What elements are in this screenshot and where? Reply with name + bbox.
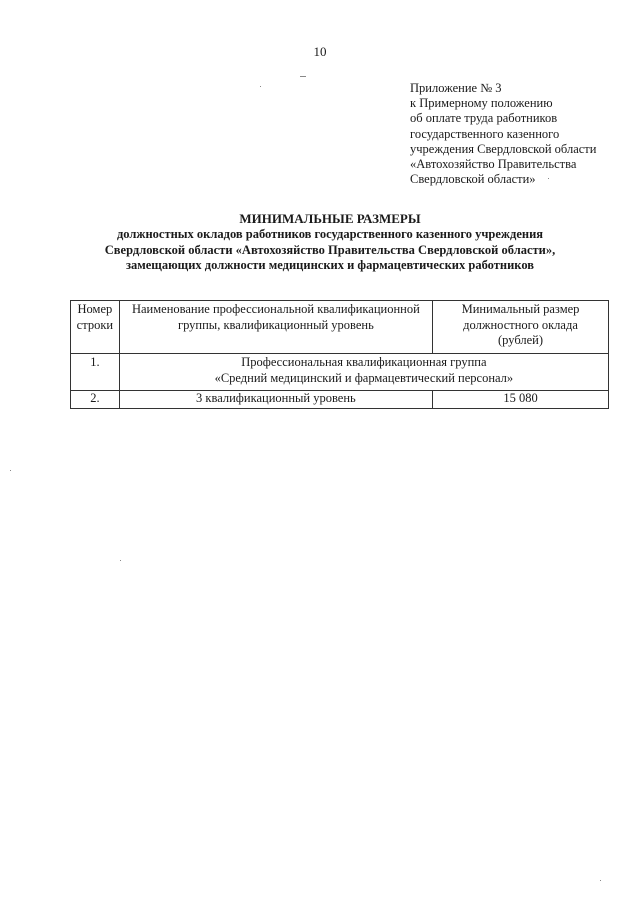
title-subtitle-line: должностных окладов работников государственного казенного учреждения xyxy=(116,227,544,241)
title-subtitle-line: Свердловской области «Автохозяйство Правительства Свердловской области», xyxy=(104,242,556,257)
scan-speck xyxy=(600,880,601,881)
document-title xyxy=(60,211,600,274)
salary-table xyxy=(70,300,609,409)
page-number: 10 xyxy=(313,44,327,59)
group-name-line: Профессиональная квалификационная группа xyxy=(241,355,487,369)
scan-speck xyxy=(120,560,121,561)
header-min-salary-line: Минимальный размер xyxy=(461,302,580,316)
appendix-line: об оплате труда работников xyxy=(410,111,558,126)
header-number xyxy=(71,301,120,354)
title-main: МИНИМАЛЬНЫЕ РАЗМЕРЫ xyxy=(239,211,421,226)
appendix-line: государственного казенного xyxy=(410,126,560,141)
scan-speck xyxy=(260,86,261,87)
title-subtitle-line: замещающих должности медицинских и фармацевтических работников xyxy=(125,258,535,272)
header-min-salary-line: должностного оклада xyxy=(463,317,578,332)
header-number-line: Номер xyxy=(77,302,113,316)
appendix-line: Свердловской области» xyxy=(410,172,536,187)
appendix-line: к Примерному положению xyxy=(410,96,553,111)
row-number: 2. xyxy=(71,391,120,409)
header-number-line: строки xyxy=(76,317,114,332)
header-min-salary xyxy=(433,301,609,354)
table-row xyxy=(71,391,609,409)
row-group-name xyxy=(119,354,608,391)
appendix-line: Приложение № 3 xyxy=(410,81,502,95)
group-name-line: «Средний медицинский и фармацевтический персонал» xyxy=(214,370,514,385)
scan-speck xyxy=(10,470,11,471)
table-row xyxy=(71,354,609,391)
scan-speck xyxy=(548,178,549,179)
row-min-salary: 15 080 xyxy=(433,391,609,409)
row-number: 1. xyxy=(71,354,120,391)
appendix-line: «Автохозяйство Правительства xyxy=(410,157,577,172)
header-min-salary-line: (рублей) xyxy=(498,333,544,347)
appendix-line: учреждения Свердловской области xyxy=(410,141,597,156)
scan-speck xyxy=(300,76,306,77)
appendix-note xyxy=(410,81,596,187)
header-name-line: Наименование профессиональной квалификационной xyxy=(131,302,420,316)
header-name-line: группы, квалификационный уровень xyxy=(177,317,374,332)
header-name xyxy=(119,301,432,354)
table-header-row xyxy=(71,301,609,354)
row-level-name: 3 квалификационный уровень xyxy=(119,391,432,409)
